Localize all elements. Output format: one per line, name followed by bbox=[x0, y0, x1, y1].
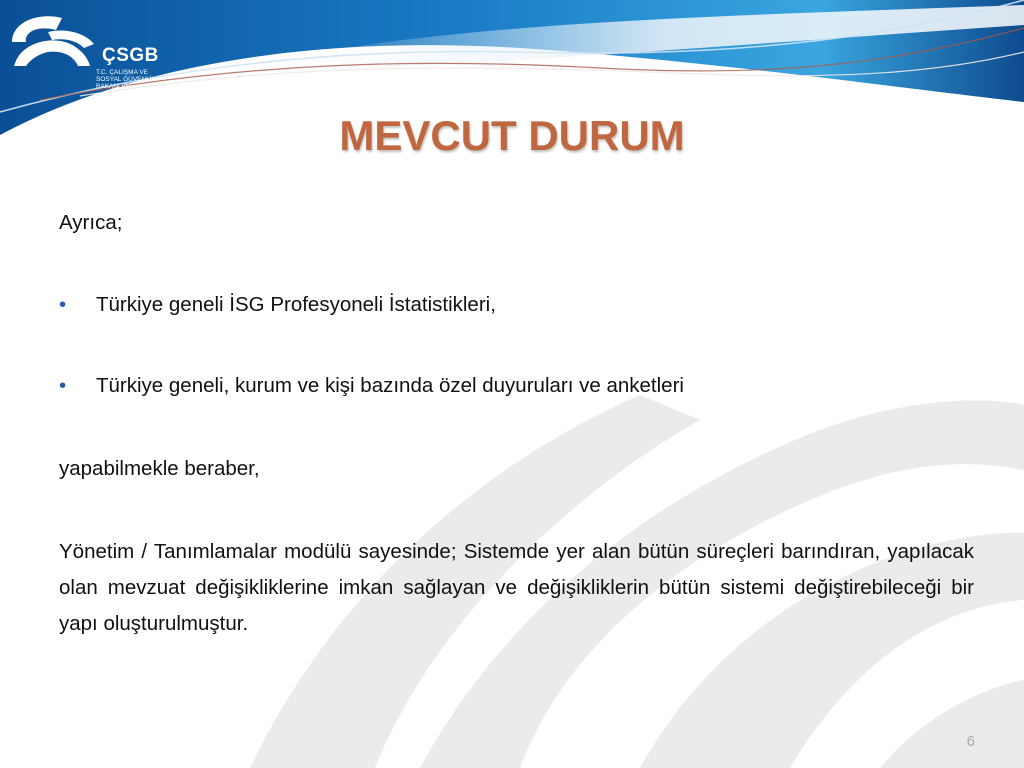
bullet-text: Türkiye geneli İSG Profesyoneli İstatistikleri, bbox=[96, 293, 496, 316]
body-paragraph: Yönetim / Tanımlamalar modülü sayesinde; Sistemde yer alan bütün süreçleri barındıran, yapılacak olan mevzuat değişikliklerine imkan sağlayan ve değişikliklerin bütün sistemi değiştirebileceği bir yapı oluşturulmuştur. bbox=[59, 540, 974, 635]
logo bbox=[8, 8, 178, 98]
logo-subtitle-line: T.C. ÇALIŞMA VE bbox=[96, 69, 149, 76]
logo-mark-icon bbox=[8, 8, 100, 74]
middle-text: yapabilmekle beraber, bbox=[59, 457, 260, 480]
logo-subtitle-line: SOSYAL GÜVENLİK bbox=[96, 76, 156, 83]
logo-subtitle bbox=[96, 69, 186, 90]
bullet-icon: • bbox=[59, 374, 67, 397]
page-number: 6 bbox=[966, 733, 975, 750]
bullet-text: Türkiye geneli, kurum ve kişi bazında özel duyuruları ve anketleri bbox=[96, 374, 684, 397]
intro-text: Ayrıca; bbox=[59, 211, 123, 234]
bullet-icon: • bbox=[59, 293, 67, 316]
logo-name: ÇSGB bbox=[102, 45, 159, 66]
logo-subtitle-line: BAKANLIĞI bbox=[96, 83, 131, 90]
slide-title: MEVCUT DURUM bbox=[339, 112, 685, 159]
